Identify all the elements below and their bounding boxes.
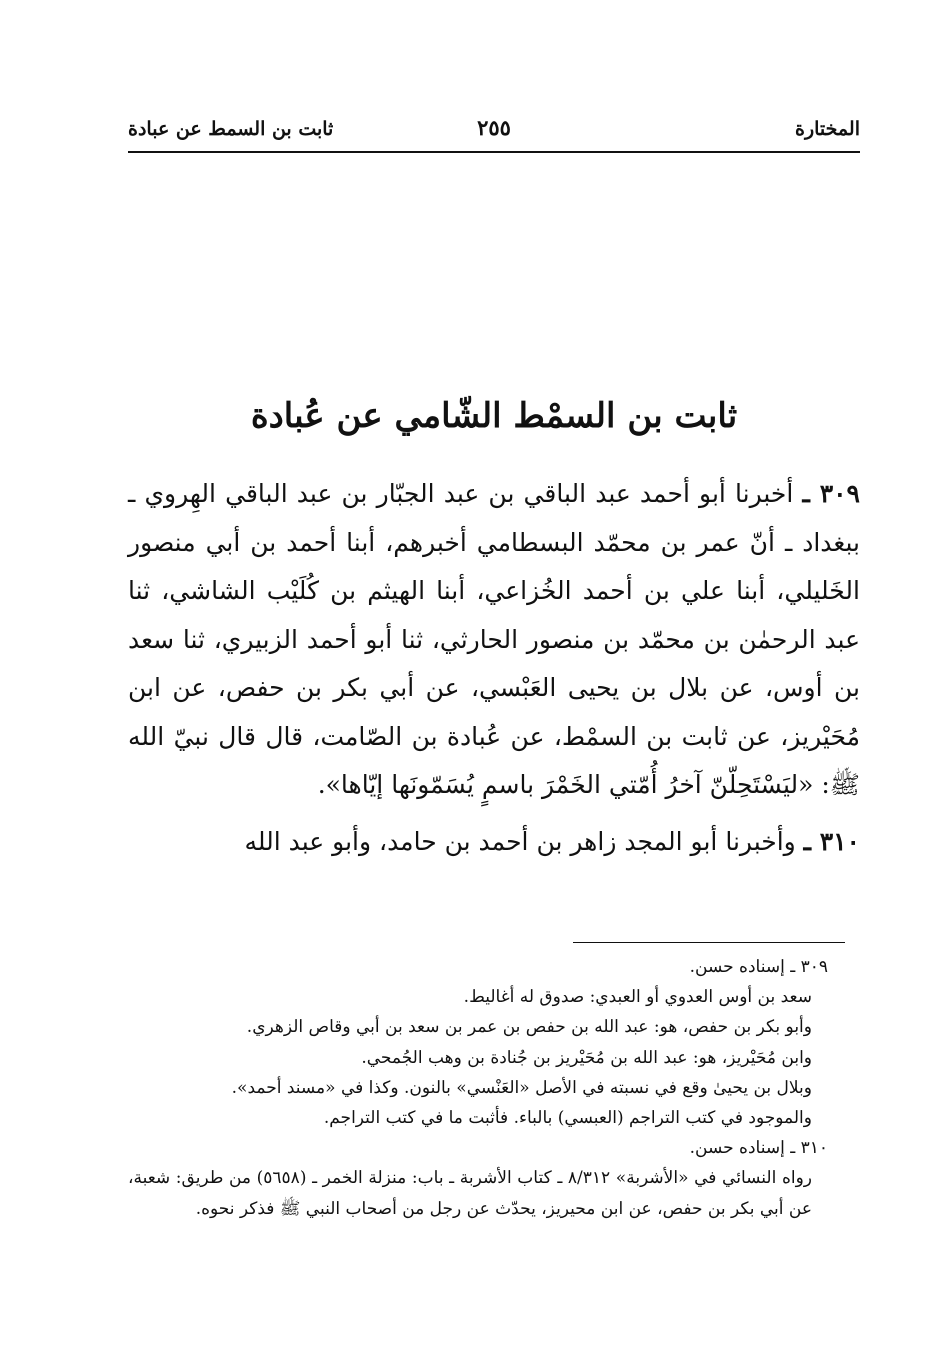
footnote-line: وأبو بكر بن حفص، هو: عبد الله بن حفص بن عمر بن سعد بن أبي وقاص الزهري. [246,1017,812,1038]
book-title: المختارة [795,118,860,140]
footnote-line: والموجود في كتب التراجم (العبسي) بالباء. فأثبت ما في كتب التراجم. [323,1108,812,1129]
main-text [128,470,860,866]
footnote-heading: ٣٠٩ ـ إسناده حسن. [689,957,828,977]
footnote-divider [573,942,845,943]
footnote-line: سعد بن أوس العدوي أو العبدي: صدوق له أغاليط. [463,987,812,1008]
running-header [128,110,860,150]
running-chapter-title: ثابت بن السمط عن عبادة [128,118,334,140]
hadith-310 [128,818,860,867]
footnote-line: وابن مُحَيْريز، هو: عبد الله بن مُحَيْريز بن جُنادة بن وهب الجُمحي. [361,1047,812,1068]
hadith-number: ٣٠٩ ـ [802,479,860,508]
hadith-309 [128,470,860,810]
footnote-line: وبلال بن يحيىٰ وقع في نسبته في الأصل «العَنْسي» بالنون. وكذا في «مسند أحمد». [231,1077,812,1098]
header-divider [128,151,860,153]
page-number: ٢٥٥ [477,115,511,140]
hadith-text: وأخبرنا أبو المجد زاهر بن أحمد بن حامد، وأبو عبد الله [244,826,796,856]
chapter-heading: ثابت بن السمْط الشّامي عن عُبادة [250,396,738,436]
hadith-text: أخبرنا أبو أحمد عبد الباقي بن عبد الجبّار بن عبد الباقي الهِروي ـ ببغداد ـ أنّ عمر بن محمّد البسطامي أخبرهم، أبنا أحمد بن أبي منصور الخَليلي، أبنا علي بن أحمد الخُزاعي، أبنا الهيثم بن كُلَيْب الشاشي، ثنا عبد الرحمٰن بن محمّد بن منصور الحارثي، ثنا أبو أحمد الزبيري، ثنا سعد بن أوس، عن بلال بن يحيى العَبْسي، عن أبي بكر بن حفص، عن ابن مُحَيْريز، عن ثابت بن السمْط، عن عُبادة بن الصّامت، قال قال نبيّ الله ﷺ: «ليَسْتَحِلّنّ آخرُ أُمّتي الخَمْرَ باسمٍ يُسَمّونَها إيّاها». [128,479,860,799]
footnote-line: رواه النسائي في «الأشربة» ٨/٣١٢ ـ كتاب الأشربة ـ باب: منزلة الخمر ـ (٥٦٥٨) من طريق: شعبة، عن أبي بكر بن حفص، عن ابن محيريز، يحدّث عن رجل من أصحاب النبي ﷺ فذكر نحوه. [128,1168,812,1219]
footnotes [128,952,848,1224]
hadith-number: ٣١٠ ـ [803,826,860,856]
footnote-heading: ٣١٠ ـ إسناده حسن. [689,1138,828,1159]
